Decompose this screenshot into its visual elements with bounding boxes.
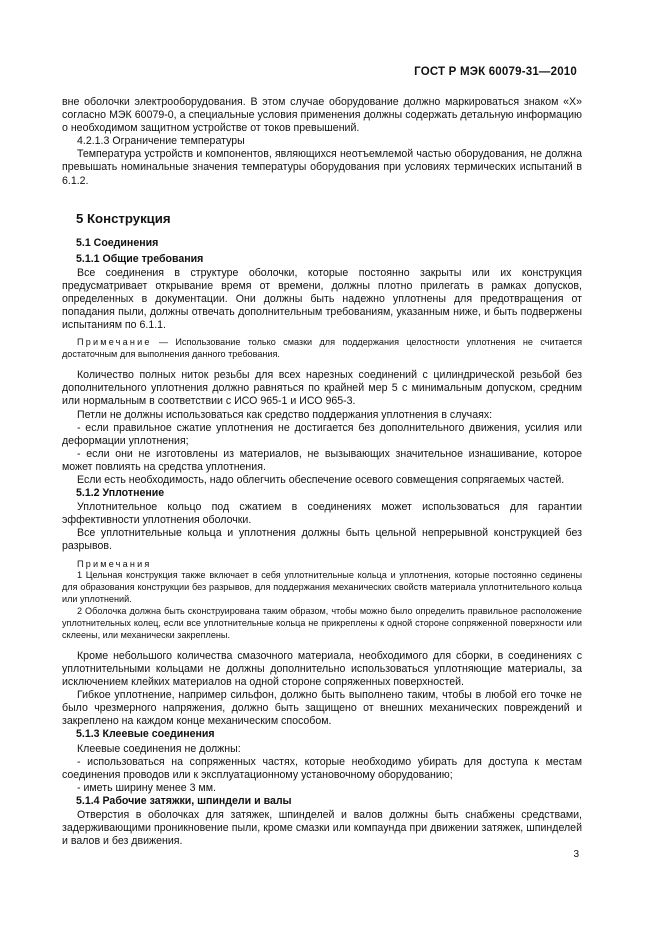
page-number: 3 bbox=[573, 849, 579, 860]
document-header: ГОСТ Р МЭК 60079-31—2010 bbox=[414, 66, 577, 78]
paragraph: Отверстия в оболочках для затяжек, шпинделей и валов должны быть снабжены средствами, задерживающими проникновение пыли, кроме смазки или компаунда при движении затяжек, шпинделей и валов и без движения. bbox=[62, 809, 582, 848]
section-heading-5-1-1: 5.1.1 Общие требования bbox=[76, 252, 204, 265]
note-item: 1 Цельная конструкция также включает в себя уплотнительные кольца и уплотнения, которые постоянно сединены для образования конструкции без разрывов, для поддержания механических свойств материала уплотнительного кольца или уплотнений. bbox=[62, 570, 582, 605]
list-item: - иметь ширину менее 3 мм. bbox=[77, 781, 216, 794]
paragraph: вне оболочки электрооборудования. В этом случае оборудование должно маркироваться знаком «Х» согласно МЭК 60079-0, а специальные условия применения должны содержать детальную информацию о необходимом защитном устройстве от токов превышений. bbox=[62, 96, 582, 135]
paragraph: Петли не должны использоваться как средство поддержания уплотнения в случаях: bbox=[77, 408, 493, 421]
paragraph: Температура устройств и компонентов, являющихся неотъемлемой частью оборудования, не должна превышать номинальные значения температуры оборудования при условиях термических испытаний в 6.1.2. bbox=[62, 148, 582, 187]
section-heading-5-1-2: 5.1.2 Уплотнение bbox=[76, 487, 165, 500]
subsection-heading-4-2-1-3: 4.2.1.3 Ограничение температуры bbox=[77, 135, 245, 148]
notes-label: Примечания bbox=[77, 558, 152, 569]
list-item: - если правильное сжатие уплотнения не достигается без дополнительного движения, усилия или деформации уплотнения; bbox=[62, 421, 582, 447]
page-content bbox=[62, 96, 582, 848]
paragraph: Если есть необходимость, надо облегчить обеспечение осевого совмещения сопрягаемых частей. bbox=[77, 473, 565, 486]
list-item: - использоваться на сопряженных частях, которые необходимо убирать для доступа к местам соединения проводов или к эксплуатационному установочному оборудованию; bbox=[62, 755, 582, 781]
paragraph: Гибкое уплотнение, например сильфон, должно быть выполнено таким, чтобы в любой его точке не было чрезмерного напряжения, должно быть защищено от внешних механических повреждений и закреплено на каждом конце механическим способом. bbox=[62, 689, 582, 728]
paragraph: Клеевые соединения не должны: bbox=[77, 742, 241, 755]
section-heading-5-1-4: 5.1.4 Рабочие затяжки, шпиндели и валы bbox=[76, 794, 292, 807]
paragraph: Кроме небольшого количества смазочного материала, необходимого для сборки, в соединениях с уплотнительными кольцами не должны дополнительно использоваться уплотняющие материалы, за исключением клейких материалов на одной стороне сопряженных поверхностей. bbox=[62, 649, 582, 689]
note-text: — Использование только смазки для поддержания целостности уплотнения не считается достаточным для выполнения данного требования. bbox=[62, 337, 582, 360]
section-heading-5: 5 Конструкция bbox=[76, 210, 171, 226]
note-item: 2 Оболочка должна быть сконструирована таким образом, чтобы можно было определить правильное расположение уплотнительных колец, если все уплотнительные кольца не прикреплены к одной стороне сопряженной поверхности или склеены, или механически закреплены. bbox=[62, 606, 582, 640]
paragraph: Все соединения в структуре оболочки, которые постоянно закрыты или их конструкция предусматривает открывание время от времени, должны плотно прилегать в рамках допусков, определенных в документации. Они должны быть надежно уплотнены для предотвращения от попадания пыли, должны отвечать дополнительным требованиям, указанным ниже, и быть подвержены испытаниям по 6.1.1. bbox=[62, 266, 582, 332]
note bbox=[62, 337, 582, 361]
paragraph: Количество полных ниток резьбы для всех нарезных соединений с цилиндрической резьбой без дополнительного уплотнения должно равняться по крайней мер 5 с минимальным допуском, средним или нормальным в соответствии с ИСО 965-1 и ИСО 965-3. bbox=[62, 369, 582, 408]
list-item: - если они не изготовлены из материалов, не вызывающих значительное изнашивание, которое может повлиять на средства уплотнения. bbox=[62, 447, 582, 473]
paragraph: Уплотнительное кольцо под сжатием в соединениях может использоваться для гарантии эффективности уплотнения оболочки. bbox=[62, 501, 582, 527]
paragraph: Все уплотнительные кольца и уплотнения должны быть цельной непрерывной конструкцией без разрывов. bbox=[62, 527, 582, 553]
section-heading-5-1: 5.1 Соединения bbox=[76, 236, 159, 249]
section-heading-5-1-3: 5.1.3 Клеевые соединения bbox=[76, 728, 215, 741]
note-label: Примечание bbox=[77, 337, 152, 348]
